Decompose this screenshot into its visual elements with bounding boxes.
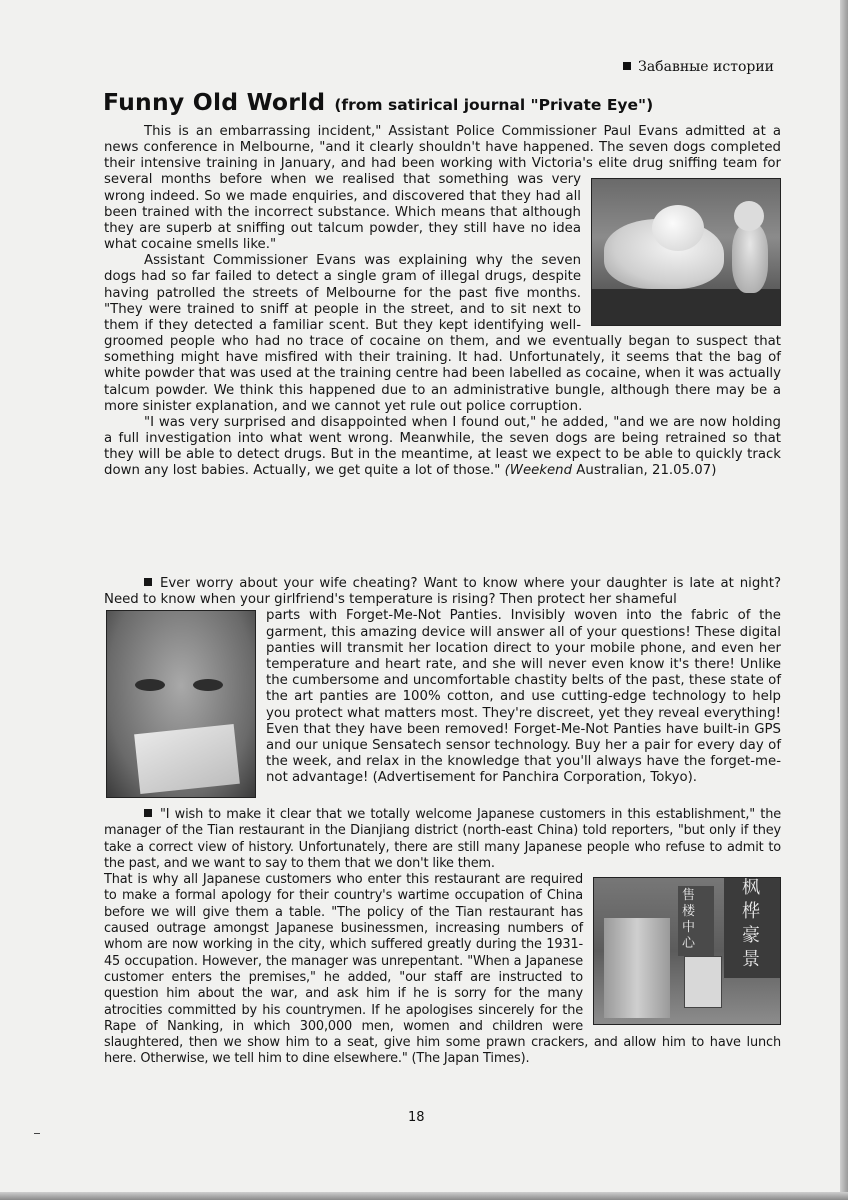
sign-char-4: 景 [742, 949, 760, 971]
article-panties-lead [104, 576, 781, 608]
article-dogs-p3 [104, 415, 781, 480]
mona-lisa-photo [106, 610, 256, 798]
page-number: 18 [408, 1110, 425, 1125]
right-eye-shape [193, 679, 223, 691]
article-restaurant-body: That is why all Japanese customers who enter this restaurant are required to make a formal apology for their country's wartime occupation of China before we will give them a table. "The policy of the Tian restaurant has caused outrage amongst Japanese businessmen, increasing numbers of whom are now working in the city, which suffered greatly during the 1931-45 occupation. However, the manager was unrepentant. "When a Japanese customer enters the premises," he added, "our staff are instructed to question him about the war, and ask him if he is sorry for the many atrocities committed by his countrymen. If he apologises sincerely for the Rape of Nanking, in which 300,000 men, women and children were slaughtered, then we show him to a seat, give him some prawn crackers, and allow him to have lunch here. Otherwise, we tell him to dine elsewhere." (The Japan Times). [104, 872, 781, 1067]
sign-char-2: 桦 [742, 901, 760, 923]
title-main: Funny Old World [103, 88, 326, 116]
dogs-photo [591, 178, 781, 326]
square-bullet-icon [144, 809, 152, 817]
page-edge-right [840, 0, 848, 1200]
door-shape [604, 918, 670, 1018]
section-label: Забавные истории [638, 59, 774, 75]
sign-char-1: 枫 [742, 877, 760, 899]
left-eye-shape [135, 679, 165, 691]
article-dogs-p3-text: "I was very surprised and disappointed when I found out," he added, "and we are now holding a full investigation into what went wrong. Meanwhile, the seven dogs are being retrained so that they will be able to detect drugs. But in the meantime, at least we expect to be able to quickly track down any lost babies. Actually, we get quite a lot of those." [104, 414, 781, 479]
square-bullet-icon [144, 578, 152, 586]
source-rest: Australian, 21.05.07) [576, 463, 717, 479]
restaurant-sign [724, 878, 780, 978]
restaurant-photo [593, 877, 781, 1025]
article-panties-lead-text: Ever worry about your wife cheating? Want to know where your daughter is late at night? Need to know when your girlfriend's temperature is rising? Then protect her shameful [104, 576, 781, 608]
margin-mark [34, 1133, 40, 1134]
sales-centre-sign [678, 886, 714, 956]
title-subtitle: (from satirical journal "Private Eye") [334, 96, 654, 114]
article-dogs [104, 124, 781, 479]
small-dog-shape [732, 223, 768, 293]
section-header [623, 59, 774, 75]
article-restaurant [104, 807, 781, 1068]
source-italic: (Weekend [504, 463, 573, 479]
article-dogs-p1-lead: This is an embarrassing incident," Assistant Police Commissioner Paul Evans admitted at a news conference in Melbourne, "and it clearly shouldn't have happened. The seven dogs completed their intensive training in January, and had been working with Victoria's elite drug sniffing team for several months before when we realised that something was [104, 124, 781, 188]
sales-centre-sign-text: 售楼中心 [682, 888, 695, 952]
square-bullet-icon [623, 62, 631, 70]
sign-char-3: 豪 [742, 925, 760, 947]
article-restaurant-lead-text: "I wish to make it clear that we totally welcome Japanese customers in this establishment," the manager of the Tian restaurant in the Dianjiang district (north-east China) told reporters, "but only if they take a correct view of history. Unfortunately, there are still many Japanese people who refuse to admit to the past, and we want to say to them that we don't like them. [104, 807, 781, 871]
gag-tape-shape [134, 724, 240, 794]
page-edge-bottom [0, 1192, 848, 1200]
article-dogs-p1 [104, 124, 781, 253]
air-conditioner-shape [684, 956, 722, 1008]
photo-ground [592, 289, 780, 325]
article-panties-body: parts with Forget-Me-Not Panties. Invisibly woven into the fabric of the garment, this amazing device will answer all of your questions! These digital panties will transmit her location direct to your mobile phone, and even her temperature and heart rate, and she will never even know it's there! Unlike the cumbersome and uncomfortable chastity belts of the past, these state of the art panties are 100% cotton, and use cutting-edge technology to help you protect what matters most. They're discreet, yet they reveal everything! Even that they have been removed! Forget-Me-Not Panties have built-in GPS and our unique Sensatech sensor technology. Buy her a pair for every day of the week, and relax in the knowledge that you'll always have the forget-me-not advantage! (Advertisement for Panchira Corporation, Tokyo). [266, 608, 781, 786]
article-restaurant-lead [104, 807, 781, 872]
page-title [103, 88, 653, 116]
article-panties [104, 576, 781, 802]
article-dogs-p2: Assistant Commissioner Evans was explaining why the seven dogs had so far failed to detect a single gram of illegal drugs, despite having patrolled the streets of Melbourne for the past five months. "They were trained to sniff at people in the street, and to sit next to them if they detected a familiar scent. But they kept identifying well-groomed people who had no trace of cocaine on them, and we eventually began to suspect that something might have misfired with their training. It had. Unfortunately, it seems that the bag of white powder that was used at the training centre had been labelled as cocaine, when it was actually talcum powder. We think this happened due to an administrative bungle, although there may be a more sinister explanation, and we cannot yet rule out police corruption. [104, 253, 781, 414]
article-dogs-p1-tail: very wrong indeed. So we made enquiries, and discovered that they had all been trained with the incorrect substance. Which means that although they are superb at sniffing out talcum powder, they still have no idea what cocaine smells like." [104, 172, 581, 253]
